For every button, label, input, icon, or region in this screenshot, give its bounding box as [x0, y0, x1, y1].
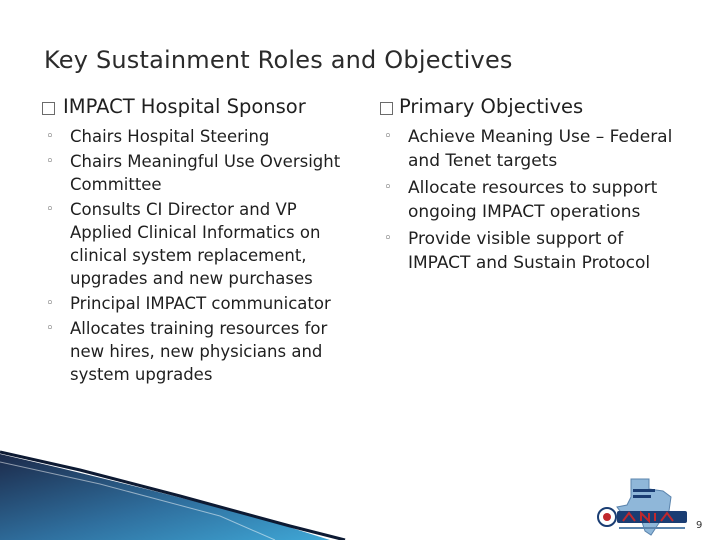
list-item: [44, 198, 362, 290]
ring-bullet-icon: ◦: [46, 202, 54, 217]
page-number: 9: [696, 520, 703, 531]
left-column: [42, 95, 362, 388]
ring-bullet-icon: ◦: [46, 296, 54, 311]
list-item: [382, 176, 690, 224]
ring-bullet-icon: ◦: [384, 231, 392, 246]
ring-bullet-icon: ◦: [46, 154, 54, 169]
list-item-text: Consults CI Director and VP Applied Clinical Informatics on clinical system replacement, upgrades and new purchases: [70, 200, 321, 288]
list-item-text: Allocates training resources for new hires, new physicians and system upgrades: [70, 319, 328, 384]
right-bullet-list: [380, 125, 690, 275]
right-heading: [380, 95, 690, 119]
right-column: [380, 95, 690, 278]
slide-title: Key Sustainment Roles and Objectives: [44, 46, 513, 74]
left-heading-text: IMPACT Hospital Sponsor: [63, 95, 306, 118]
list-item: [44, 317, 362, 386]
texas-nursing-logo: [593, 475, 697, 539]
ring-bullet-icon: ◦: [384, 129, 392, 144]
list-item-text: Chairs Meaningful Use Oversight Committee: [70, 152, 341, 194]
list-item-text: Chairs Hospital Steering: [70, 127, 270, 146]
ring-bullet-icon: ◦: [46, 321, 54, 336]
list-item: [44, 125, 362, 148]
list-item: [44, 150, 362, 196]
checkbox-square-icon: [380, 102, 393, 115]
left-bullet-list: [42, 125, 362, 386]
left-heading: [42, 95, 362, 119]
list-item-text: Achieve Meaning Use – Federal and Tenet targets: [408, 127, 673, 171]
list-item-text: Principal IMPACT communicator: [70, 294, 331, 313]
checkbox-square-icon: [42, 102, 55, 115]
ring-bullet-icon: ◦: [384, 180, 392, 195]
ring-bullet-icon: ◦: [46, 129, 54, 144]
list-item: [44, 292, 362, 315]
right-heading-text: Primary Objectives: [399, 95, 584, 118]
list-item-text: Allocate resources to support ongoing IMPACT operations: [408, 178, 658, 222]
list-item-text: Provide visible support of IMPACT and Sustain Protocol: [408, 229, 651, 273]
list-item: [382, 125, 690, 173]
list-item: [382, 227, 690, 275]
